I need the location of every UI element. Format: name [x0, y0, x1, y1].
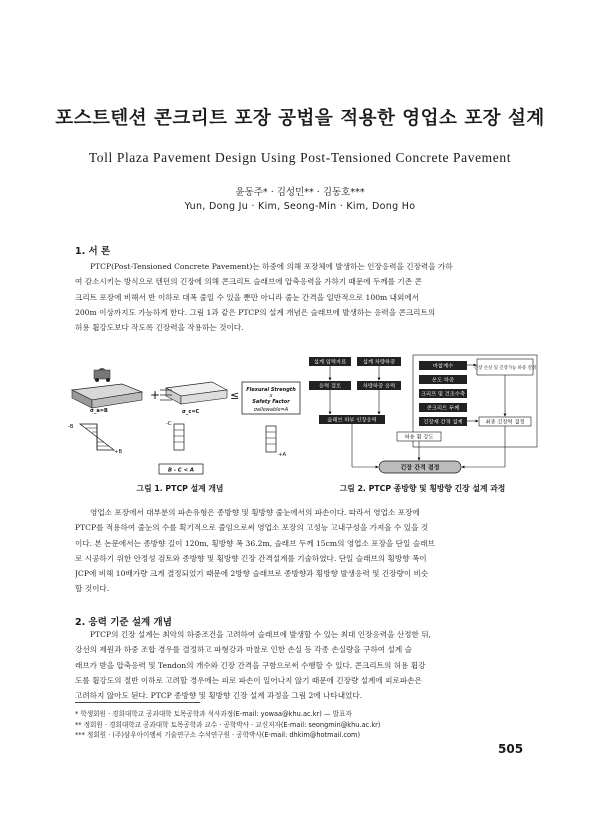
less-equal-sign: ≤	[230, 389, 240, 402]
stress-diagram-allowable	[266, 426, 286, 458]
body-line: JCP에 비해 10배가량 크게 결정되었기 때문에 2방향 슬래브로 종방향과 횡방향 발생응력 및 긴장량이 비슷	[75, 569, 429, 579]
section-2-body	[75, 627, 527, 703]
flow-label: 허용 휨 강도	[404, 434, 434, 441]
sigma-c-label: σ_c=C	[182, 409, 200, 415]
body-line: 로 시공하기 위한 안정성 검토와 종방향 및 횡방향 긴장 간격설계를 기술하였다. 단일 슬래브의 횡방향 폭이	[75, 553, 427, 563]
flow-label: 크리프 및 건조수축	[420, 391, 466, 398]
flow-label: 최종 긴장력 결정	[485, 419, 525, 426]
inequality-label: B - C < A	[167, 467, 195, 474]
footnote-divider	[75, 702, 200, 703]
section-1-body	[75, 259, 527, 335]
flow-label: 긴장 간격 결정	[400, 464, 440, 472]
flow-label: 차량하중 응력	[362, 383, 396, 390]
body-line: 허용 휨강도보다 작도록 긴장력을 작용하는 것이다.	[75, 323, 244, 333]
body-line: PTCP의 긴장 설계는 최악의 하중조건을 고려하여 슬래브에 발생할 수 있는 최대 인장응력을 산정한 뒤,	[90, 630, 431, 639]
flow-label: 설계 입력자료	[313, 359, 347, 366]
pos-a-label: +A	[278, 452, 287, 458]
flow-label: 긴장재 간격 설계	[423, 419, 463, 426]
figure-1-ptcp-design-concept	[62, 352, 302, 477]
body-line: 도를 휨강도의 절반 이하로 고려할 경우에는 피로 파손이 일어나지 않기 때문에 긴장량 설계에 피로파손은	[75, 675, 422, 685]
flow-label: 긴장 손실 및 긴장가능 하중 결정	[473, 366, 537, 371]
formula-line-2: x	[269, 393, 273, 399]
footnote-item: * 학생회원 · 경희대학교 공과대학 토목공학과 석사과정(E-mail: yowaa@khu.ac.kr) — 발표자	[75, 710, 352, 718]
body-line: 크리트 포장에 비해서 반 이하로 대폭 줄일 수 있을 뿐만 아니라 줄눈 간격을 일반적으로 100m 내외에서	[75, 292, 419, 302]
pos-b-label: +B	[114, 449, 123, 455]
body-line: 영업소 포장에서 대부분의 파손유형은 종방향 및 횡방향 줄눈에서의 파손이다. 따라서 영업소 포장에	[90, 508, 420, 517]
authors-korean: 윤동주* · 김성민** · 김동호***	[235, 187, 365, 198]
stress-diagram-loading	[68, 424, 122, 455]
page-number: 505	[498, 742, 524, 756]
sigma-a-label: σ_a=B	[90, 408, 108, 414]
loaded-slab-illustration	[72, 368, 142, 414]
body-line: 이다. 본 논문에서는 종방향 길이 120m, 횡방향 폭 36.2m, 슬래브 두께 15cm의 영업소 포장을 단일 슬래브	[75, 538, 435, 548]
body-line: 래브가 받을 압축응력 및 Tendon의 개수와 긴장 간격을 구함으로써 수행할 수 있다. 콘크리트의 허용 휨강	[75, 660, 426, 670]
flow-label: 설계 차량하중	[362, 359, 396, 366]
authors-english: Yun, Dong Ju · Kim, Seong-Min · Kim, Dong Ho	[184, 201, 416, 212]
figure-1-caption: 그림 1. PTCP 설계 개념	[136, 484, 224, 493]
footnote-item: *** 정회원 · (주)삼우아이엠씨 기술연구소 수석연구원 · 공학박사(E-mail: dhkim@hotmail.com)	[75, 731, 361, 740]
body-line: PTCP(Post-Tensioned Concrete Pavement)는 하중에 의해 포장체에 발생하는 인장응력을 긴장력을 가하	[90, 262, 453, 271]
section-1-heading: 1. 서 론	[75, 246, 111, 257]
flow-label: 마찰계수	[432, 363, 454, 370]
neg-b-label: -B	[68, 424, 74, 430]
formula-line-4: σallowable=A	[253, 407, 289, 413]
formula-line-3: Safety Factor	[252, 399, 290, 405]
section-1-continued-body	[75, 505, 527, 597]
footnotes	[75, 709, 535, 741]
body-line: PTCP를 적용하여 줄눈의 수를 획기적으로 줄임으로써 영업소 포장의 고성능 고내구성을 가져올 수 있을 것	[75, 523, 429, 533]
flow-label: 온도 하중	[431, 377, 455, 384]
figure-2-caption: 그림 2. PTCP 종방향 및 횡방향 긴장 설계 과정	[339, 484, 506, 493]
footnote-item: ** 정회원 · 경희대학교 공과대학 토목공학과 교수 · 공학박사 · 교신저자(E-mail: seongmin@khu.ac.kr)	[75, 720, 381, 729]
plus-sign: +	[150, 388, 161, 402]
figure-2-tension-design-flowchart	[305, 353, 540, 479]
section-2-heading: 2. 응력 기준 설계 개념	[75, 617, 172, 628]
flow-label: 콘크리트 두께	[426, 405, 460, 412]
body-line: 할 것이다.	[75, 584, 110, 594]
tensioned-slab-illustration	[160, 382, 227, 415]
body-line: 여 감소시키는 방식으로 텐던의 긴장에 의해 콘크리트 슬래브에 압축응력을 가하기 때문에 두께를 기존 콘	[75, 277, 422, 287]
flow-label: 슬래브 하부 인장응력	[327, 417, 377, 424]
body-line: 200m 이상까지도 가능하게 한다. 그림 1과 같은 PTCP의 설계 개념은 슬래브에 발생하는 응력을 콘크리트의	[75, 307, 436, 317]
body-line: 고려하지 않아도 된다. PTCP 종방향 및 횡방향 긴장 설계 과정을 그림 2에 나타내었다.	[75, 691, 363, 701]
neg-c-label: -C	[166, 421, 172, 427]
paper-title-korean: 포스트텐션 콘크리트 포장 공법을 적용한 영업소 포장 설계	[55, 108, 545, 129]
stress-diagram-tension	[166, 421, 184, 450]
flow-label: 응력 검토	[318, 383, 342, 390]
body-line: 강선의 제원과 하중 조합 경우를 결정하고 파형강과 마찰로 인한 손실 등 각종 손실량을 구하여 설계 슬	[75, 645, 412, 655]
paper-title-english: Toll Plaza Pavement Design Using Post-Tensioned Concrete Pavement	[88, 150, 512, 165]
formula-line-1: Flexural Strength	[246, 387, 296, 393]
